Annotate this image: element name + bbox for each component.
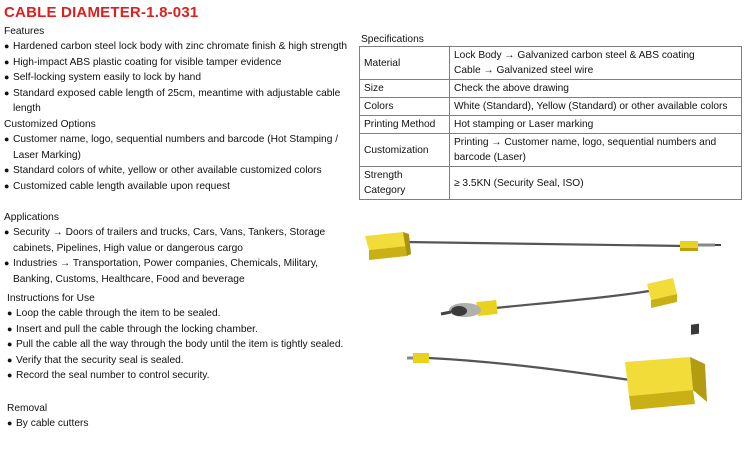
applications-heading: Applications <box>4 212 59 223</box>
list-item: ● Industries → Transportation, Power companies, Chemicals, Military, Banking, Customs, Healthcare, Food and beverage <box>4 258 318 285</box>
list-item: ● Customer name, logo, sequential numbers and barcode (Hot Stamping / Laser Marking) <box>4 134 339 161</box>
spec-value: Check the above drawing <box>450 80 742 98</box>
spec-value: Lock Body → Galvanized carbon steel & ABS coating Cable → Galvanized steel wire <box>450 47 742 80</box>
cable-seal-image <box>365 232 721 260</box>
list-item: ● Pull the cable all the way through the body until the item is tightly sealed. <box>7 339 344 351</box>
table-row <box>360 47 742 80</box>
applications-list <box>4 225 356 287</box>
specifications-table <box>359 46 742 200</box>
features-list <box>4 39 356 117</box>
spec-key: Size <box>360 80 450 98</box>
spec-value: Hot stamping or Laser marking <box>450 116 742 134</box>
list-item: ● By cable cutters <box>7 418 89 429</box>
features-heading: Features <box>4 26 45 37</box>
list-item: ● Self-locking system easily to lock by hand <box>4 72 201 84</box>
list-item: ● Record the seal number to control security. <box>7 370 210 382</box>
removal-heading: Removal <box>7 403 48 414</box>
specifications-heading: Specifications <box>361 34 424 45</box>
table-row <box>360 80 742 98</box>
table-row <box>360 134 742 167</box>
customized-list <box>4 132 356 194</box>
spec-key: Material <box>360 47 450 80</box>
list-item: ● Standard exposed cable length of 25cm, meantime with adjustable cable length <box>4 87 341 115</box>
customized-heading: Customized Options <box>4 119 96 130</box>
list-item: ● Hardened carbon steel lock body with zinc chromate finish & high strength <box>4 41 348 52</box>
list-item: ● Security → Doors of trailers and trucks, Cars, Vans, Tankers, Storage cabinets, Pipelines, High value or dangerous cargo <box>4 227 326 254</box>
list-item: ● Verify that the security seal is sealed. <box>7 354 184 366</box>
cable-seal-image <box>407 324 707 410</box>
cable-seal-illustration <box>355 212 750 450</box>
list-item: ● Loop the cable through the item to be sealed. <box>7 308 221 319</box>
spec-key: Strength Category <box>360 167 450 200</box>
spec-key: Customization <box>360 134 450 167</box>
list-item: ● Customized cable length available upon request <box>4 180 230 192</box>
page-title: CABLE DIAMETER-1.8-031 <box>4 4 199 21</box>
table-row <box>360 167 742 200</box>
spec-key: Printing Method <box>360 116 450 134</box>
instructions-list <box>7 306 359 384</box>
cable-seal-image <box>441 278 677 317</box>
spec-value: ≥ 3.5KN (Security Seal, ISO) <box>450 167 742 200</box>
spec-value: Printing → Customer name, logo, sequential numbers and barcode (Laser) <box>450 134 742 167</box>
spec-key: Colors <box>360 98 450 116</box>
table-row <box>360 98 742 116</box>
removal-list <box>7 416 359 432</box>
spec-value: White (Standard), Yellow (Standard) or other available colors <box>450 98 742 116</box>
list-item: ● Standard colors of white, yellow or other available customized colors <box>4 165 322 177</box>
list-item: ● High-impact ABS plastic coating for visible tamper evidence <box>4 56 282 68</box>
table-row <box>360 116 742 134</box>
list-item: ● Insert and pull the cable through the locking chamber. <box>7 323 258 335</box>
instructions-heading: Instructions for Use <box>7 293 95 304</box>
